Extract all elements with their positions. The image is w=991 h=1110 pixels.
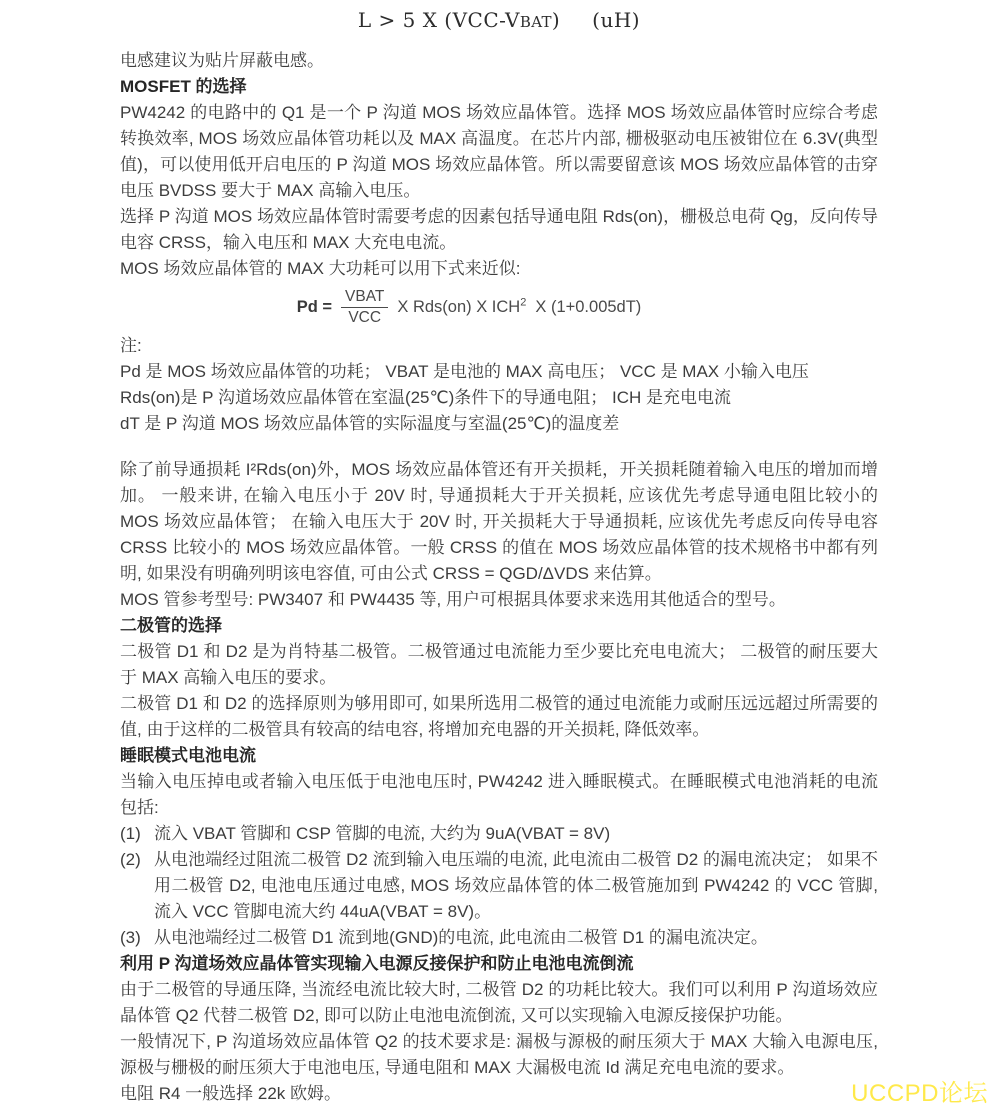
inductor-formula-unit: (uH) bbox=[592, 8, 641, 32]
pd-formula-numerator: VBAT bbox=[341, 288, 388, 308]
diode-paragraph-2: 二极管 D1 和 D2 的选择原则为够用即可, 如果所选用二极管的通过电流能力或耐压远远超过所需要的值, 由于这样的二极管具有较高的结电容, 将增加充电器的开关损耗, 降低效率。 bbox=[120, 693, 878, 739]
mosfet-paragraph-3: MOS 场效应晶体管的 MAX 大功耗可以用下式来近似: bbox=[120, 259, 521, 278]
heading-diode-selection: 二极管的选择 bbox=[120, 615, 222, 635]
diode-paragraph-1: 二极管 D1 和 D2 是为肖特基二极管。二极管通过电流能力至少要比充电电流大； 二极管的耐压要大于 MAX 高输入电压的要求。 bbox=[120, 641, 878, 687]
inductor-note: 电感建议为贴片屏蔽电感。 bbox=[120, 51, 324, 70]
inductor-formula-pre: L > 5 X (VCC-V bbox=[357, 8, 520, 32]
sleep-current-item-3 bbox=[120, 925, 878, 951]
mosfet-reference-models: MOS 管参考型号: PW3407 和 PW4435 等, 用户可根据具体要求来选用其他适合的型号。 bbox=[120, 589, 786, 609]
note-line-pd: Pd 是 MOS 场效应晶体管的功耗； VBAT 是电池的 MAX 高电压； VCC 是 MAX 小输入电压 bbox=[120, 361, 809, 381]
pd-formula-tail: X (1+0.005dT) bbox=[535, 297, 642, 316]
inductor-formula-subscript: BAT bbox=[519, 13, 552, 31]
losses-paragraph: 除了前导通损耗 I²Rds(on)外，MOS 场效应晶体管还有开关损耗，开关损耗随着输入电压的增加而增加。 一般来讲, 在输入电压小于 20V 时, 导通损耗大于开关损耗, 应该优先考虑导通电阻比较小的 MOS 场效应晶体管； 在输入电压大于 20V 时, 开关损耗大于导通损耗, 应该优先考虑反向传导电容 CRSS 比较小的 MOS 场效应晶体管。一般 CRSS 的值在 MOS 场效应晶体管的技术规格书中都有列明, 如果没有明确列明该电容值, 可由公式 CRSS = QGD/ΔVDS 来估算。 bbox=[120, 459, 878, 583]
list-text-2: 从电池端经过阻流二极管 D2 流到输入电压端的电流, 此电流由二极管 D2 的漏电流决定； 如果不用二极管 D2, 电池电压通过电感, MOS 场效应晶体管的体二极管施加到 PW4242 的 VCC 管脚, 流入 VCC 管脚电流大约 44uA(VBAT = 8V)。 bbox=[154, 849, 878, 921]
inductor-formula-post: ) bbox=[551, 8, 561, 32]
pd-formula-mid bbox=[397, 298, 526, 317]
list-marker-2: (2) bbox=[120, 849, 141, 869]
list-marker-3: (3) bbox=[120, 927, 141, 947]
forum-watermark: UCCPD论坛 bbox=[851, 1080, 988, 1107]
sleep-current-item-2 bbox=[120, 847, 878, 925]
note-label: 注: bbox=[120, 335, 142, 355]
pd-formula-denominator: VCC bbox=[348, 308, 382, 326]
sleep-current-item-1 bbox=[120, 821, 878, 847]
list-marker-1: (1) bbox=[120, 823, 141, 843]
pd-formula-fraction bbox=[341, 288, 388, 327]
sleep-mode-intro: 当输入电压掉电或者输入电压低于电池电压时, PW4242 进入睡眠模式。在睡眠模式电池消耗的电流包括: bbox=[120, 771, 878, 817]
mosfet-paragraph-1: PW4242 的电路中的 Q1 是一个 P 沟道 MOS 场效应晶体管。选择 MOS 场效应晶体管时应综合考虑转换效率, MOS 场效应晶体管功耗以及 MAX 高温度。在芯片内部, 栅极驱动电压被钳位在 6.3V(典型值)，可以使用低开启电压的 P 沟道 MOS 场效应晶体管。所以需要留意该 MOS 场效应晶体管的击穿电压 BVDSS 要大于 MAX 高输入电压。 bbox=[120, 103, 878, 200]
pd-formula-lhs: Pd = bbox=[296, 297, 333, 316]
pd-formula-mid-text: X Rds(on) X ICH bbox=[397, 297, 521, 316]
list-text-3: 从电池端经过二极管 D1 流到地(GND)的电流, 此电流由二极管 D1 的漏电流决定。 bbox=[154, 927, 768, 947]
reverse-protection-paragraph-2: 一般情况下, P 沟道场效应晶体管 Q2 的技术要求是: 漏极与源极的耐压须大于 MAX 大输入电源电压, 源极与栅极的耐压须大于电池电压, 导通电阻和 MAX 大漏极电流 Id 满足充电电流的要求。 bbox=[120, 1031, 878, 1077]
inductor-formula bbox=[120, 8, 878, 32]
power-dissipation-formula bbox=[90, 288, 848, 327]
pd-formula-exponent: 2 bbox=[520, 296, 527, 309]
reverse-protection-paragraph-1: 由于二极管的导通压降, 当流经电流比较大时, 二极管 D2 的功耗比较大。我们可以利用 P 沟道场效应晶体管 Q2 代替二极管 D2, 即可以防止电池电流倒流, 又可以实现输入电源反接保护功能。 bbox=[120, 979, 878, 1025]
note-line-rdson: Rds(on)是 P 沟道场效应晶体管在室温(25℃)条件下的导通电阻； ICH 是充电电流 bbox=[120, 387, 731, 407]
mosfet-paragraph-2: 选择 P 沟道 MOS 场效应晶体管时需要考虑的因素包括导通电阻 Rds(on)，栅极总电荷 Qg，反向传导电容 CRSS，输入电压和 MAX 大充电电流。 bbox=[120, 207, 878, 252]
note-line-dt: dT 是 P 沟道 MOS 场效应晶体管的实际温度与室温(25℃)的温度差 bbox=[120, 413, 620, 433]
heading-mosfet-selection: MOSFET 的选择 bbox=[120, 77, 247, 96]
resistor-r4-note: 电阻 R4 一般选择 22k 欧姆。 bbox=[120, 1083, 342, 1103]
document-body bbox=[120, 4, 878, 1107]
list-text-1: 流入 VBAT 管脚和 CSP 管脚的电流, 大约为 9uA(VBAT = 8V) bbox=[154, 823, 611, 843]
heading-sleep-mode-battery-current: 睡眠模式电池电流 bbox=[120, 745, 256, 765]
heading-reverse-protection: 利用 P 沟道场效应晶体管实现输入电源反接保护和防止电池电流倒流 bbox=[120, 953, 634, 973]
